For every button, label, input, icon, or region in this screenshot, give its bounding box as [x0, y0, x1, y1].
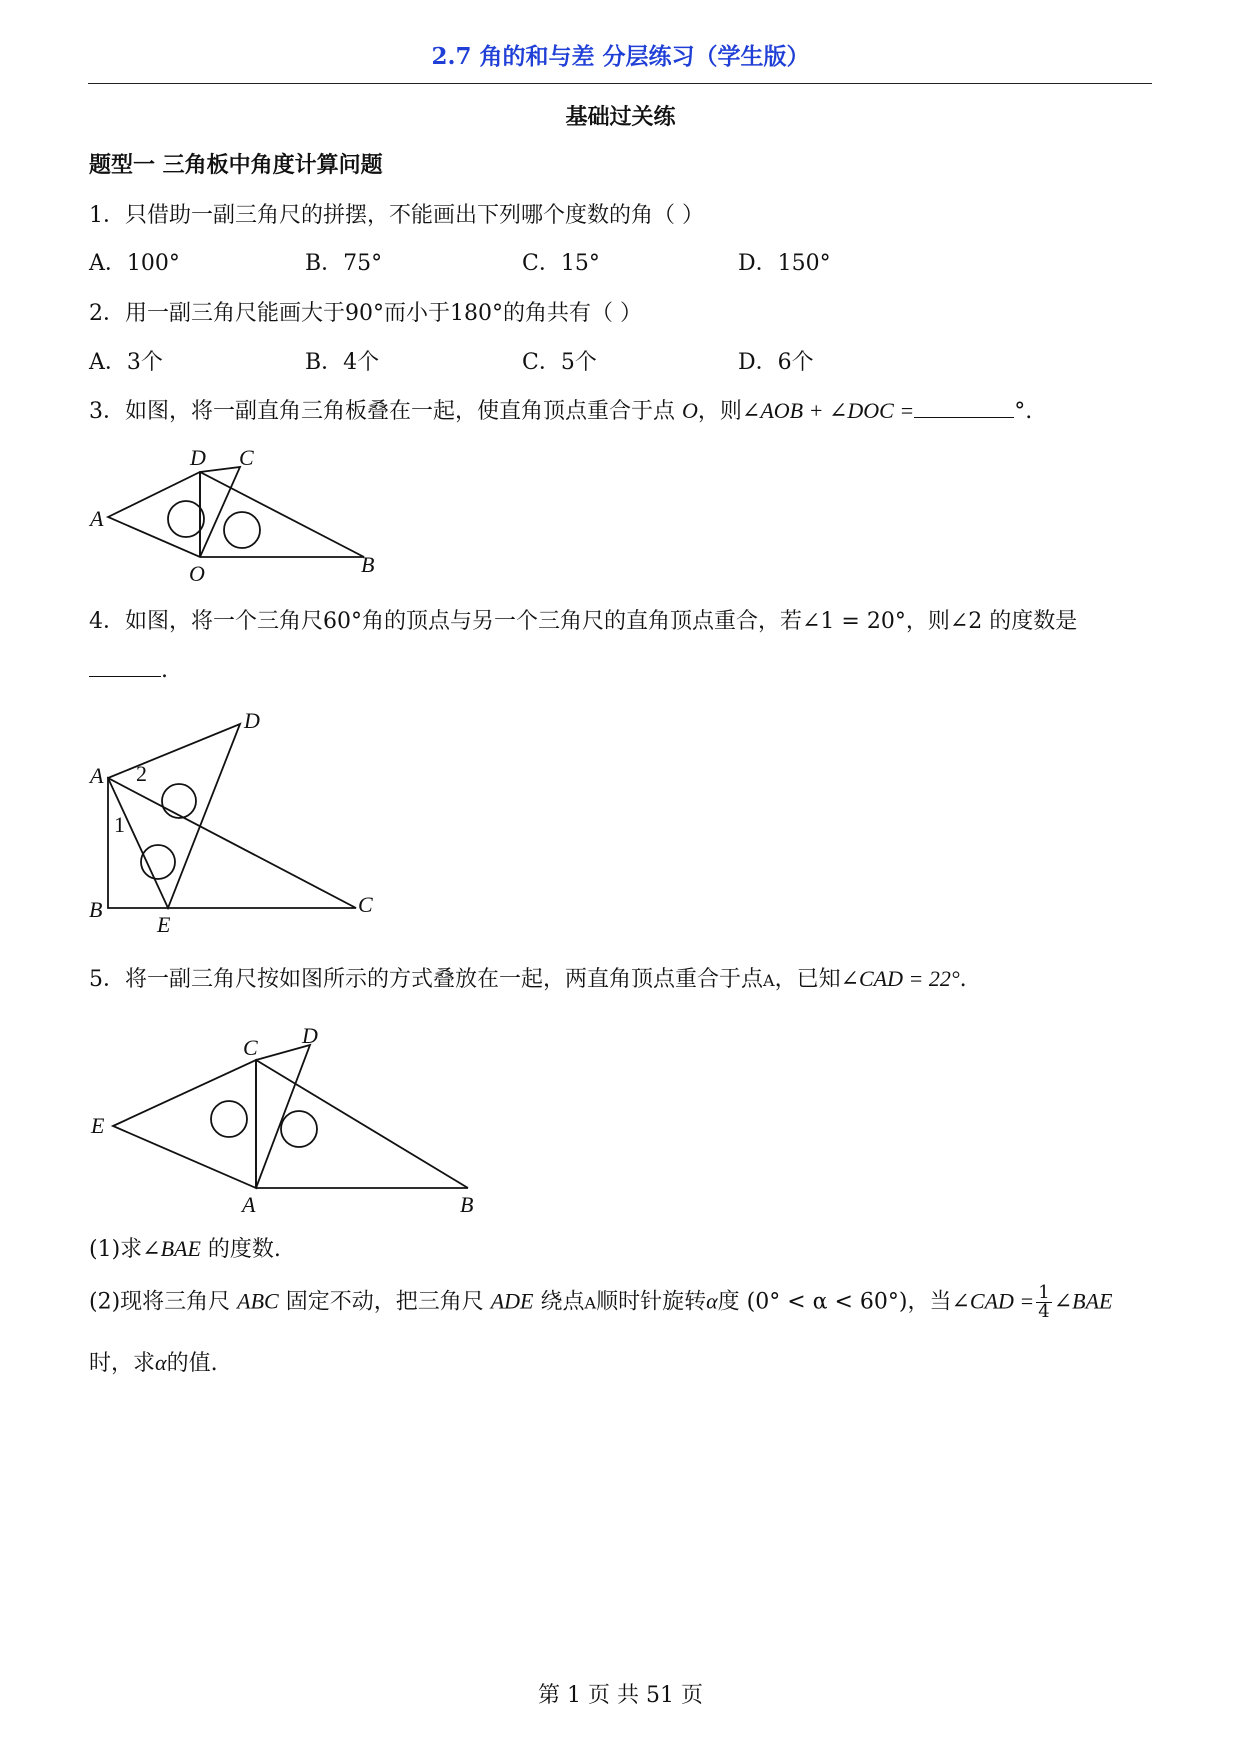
q3-text-after: °.: [1014, 399, 1033, 424]
q2-option-d: D．6个: [738, 350, 814, 375]
q5-sub2-mid4: 度 (0° < α < 60°)，当: [717, 1289, 952, 1315]
q1-option-c: C．15°: [522, 251, 600, 276]
q5-text-after: .: [959, 967, 967, 992]
q5-sub2-line2-alpha: α: [155, 1350, 167, 1375]
q5-text-before: 5．将一副三角尺按如图所示的方式叠放在一起，两直角顶点重合于点: [89, 967, 763, 992]
q4-label-c: C: [358, 892, 373, 917]
q5-sub2-fraction: [1036, 1284, 1051, 1321]
q2-option-b: B．4个: [305, 350, 380, 375]
q5-sub2-line2-suffix: 的值.: [166, 1351, 218, 1376]
q5-text-mid: ，已知: [774, 967, 841, 992]
question-5-text: [89, 962, 967, 993]
q5-sub2-expr-right: ∠BAE: [1053, 1288, 1113, 1314]
question-3-text: [89, 394, 1032, 425]
q3-text-mid: ，则: [697, 399, 742, 424]
q5-subquestion-2-line2: [89, 1346, 218, 1377]
q5-label-e: E: [91, 1113, 105, 1138]
q1-option-a: A．100°: [89, 251, 180, 276]
q5-sub2-prefix: (2)现将三角尺: [89, 1289, 238, 1315]
q5-sub1-suffix: 的度数.: [200, 1237, 281, 1262]
q5-sub1-expression: ∠BAE: [142, 1236, 201, 1261]
question-1-text: 1．只借助一副三角尺的拼摆，不能画出下列哪个度数的角（ ）: [89, 203, 704, 228]
q4-answer-blank[interactable]: [89, 656, 161, 677]
q3-answer-blank[interactable]: [914, 397, 1014, 418]
q5-sub2-abc: ABC: [237, 1288, 279, 1314]
q5-sub2-mid2: 绕点: [533, 1289, 585, 1315]
q4-text-after: .: [161, 658, 168, 683]
q5-sub2-frac-den: 4: [1038, 1301, 1050, 1322]
q3-label-b: B: [361, 552, 375, 577]
q5-triangle-eca: [113, 1060, 256, 1188]
q5-sub1-prefix: (1)求: [89, 1237, 143, 1262]
q3-label-a: A: [90, 506, 104, 531]
q5-sub2-mid3: 顺时针旋转: [596, 1289, 707, 1315]
q4-label-b: B: [89, 897, 103, 922]
q1-option-d: D．150°: [738, 251, 831, 276]
page-header-title: 2.7 角的和与差 分层练习（学生版）: [431, 43, 810, 70]
q3-point-o: O: [682, 398, 698, 423]
q5-circle-left: [211, 1101, 247, 1137]
question-4-blank-line: [89, 656, 168, 683]
q5-sub2-alpha: α: [706, 1288, 718, 1314]
q5-label-c: C: [243, 1035, 258, 1060]
q3-text-before: 3．如图，将一副直角三角板叠在一起，使直角顶点重合于点: [89, 399, 682, 424]
q3-label-o: O: [189, 561, 205, 585]
q5-subquestion-1: [89, 1232, 281, 1263]
q5-sub2-mid1: 固定不动，把三角尺: [278, 1289, 491, 1315]
page-footer: 第 1 页 共 51 页: [538, 1683, 703, 1708]
q4-label-d: D: [244, 708, 260, 733]
q2-option-a: A．3个: [89, 350, 163, 375]
q4-triangle-ade: [108, 724, 240, 908]
q3-circle-left: [168, 501, 204, 537]
q5-circle-right: [281, 1111, 317, 1147]
q5-segment-cb: [256, 1060, 468, 1188]
q5-figure: [80, 1005, 500, 1225]
q5-sub2-ade: ADE: [490, 1288, 534, 1314]
q5-expression: ∠CAD = 22°: [840, 966, 960, 991]
section-title: 基础过关练: [565, 104, 676, 130]
q5-sub2-line2-prefix: 时，求: [89, 1351, 156, 1376]
question-type-heading: 题型一 三角板中角度计算问题: [89, 152, 383, 178]
q3-expression: ∠AOB + ∠DOC =: [741, 398, 915, 423]
q4-label-e: E: [157, 912, 171, 937]
q5-point-a: A: [763, 971, 775, 990]
q5-sub2-frac-num: 1: [1038, 1282, 1050, 1303]
q5-label-a: A: [242, 1192, 256, 1217]
q3-label-c: C: [239, 445, 254, 470]
q3-triangle-doc: [200, 467, 240, 557]
q4-label-a: A: [90, 763, 104, 788]
q5-sub2-point-a: A: [584, 1293, 597, 1313]
q3-triangle-aob: [108, 472, 364, 557]
q5-triangle-adc: [256, 1045, 310, 1188]
q5-sub2-expr-left: ∠CAD =: [951, 1288, 1035, 1314]
header-divider: [88, 83, 1152, 84]
q4-circle-upper: [162, 784, 196, 818]
question-2-text: 2．用一副三角尺能画大于90°而小于180°的角共有（ ）: [89, 301, 642, 326]
q5-label-b: B: [460, 1192, 474, 1217]
question-4-text: 4．如图，将一个三角尺60°角的顶点与另一个三角尺的直角顶点重合，若∠1 = 20°，则∠2 的度数是: [89, 609, 1078, 634]
q4-triangle-abc: [108, 778, 356, 908]
q3-circle-right: [224, 512, 260, 548]
q1-option-b: B．75°: [305, 251, 383, 276]
q4-figure: [80, 700, 400, 940]
q5-label-d: D: [302, 1023, 318, 1048]
q4-label-angle-1: 1: [114, 812, 125, 837]
q3-figure: [80, 435, 400, 585]
q3-label-d: D: [190, 445, 206, 470]
q4-label-angle-2: 2: [136, 761, 147, 786]
q2-option-c: C．5个: [522, 350, 597, 375]
q5-subquestion-2: [89, 1284, 1112, 1321]
